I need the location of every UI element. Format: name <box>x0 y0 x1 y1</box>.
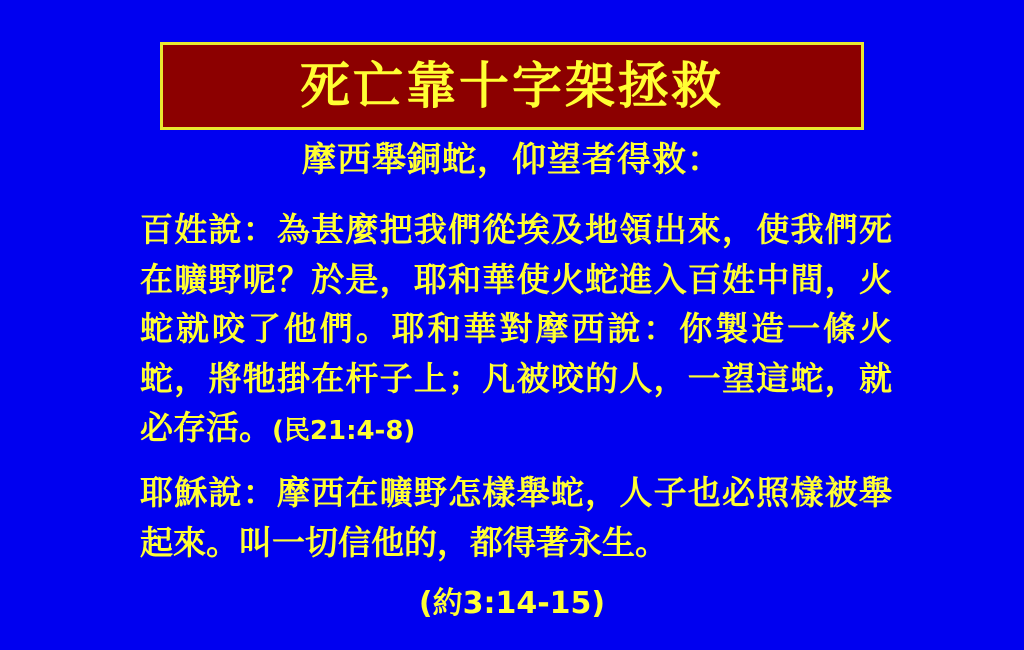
scripture-reference-2: (約3:14-15) <box>418 586 606 621</box>
scripture-paragraph-2 <box>140 468 892 567</box>
page-title: 死亡靠十字架拯救 <box>300 57 724 115</box>
title-banner <box>160 42 864 130</box>
scripture-text-2: 耶穌說：摩西在曠野怎樣舉蛇，人子也必照樣被舉起來。叫一切信他的，都得著永生。 <box>140 473 892 562</box>
slide-subtitle: 摩西舉銅蛇，仰望者得救： <box>302 140 722 180</box>
scripture-reference-1: (民21:4-8) <box>272 416 416 446</box>
scripture-text-1: 百姓說：為甚麼把我們從埃及地領出來，使我們死在曠野呢？於是，耶和華使火蛇進入百姓中間，火蛇就咬了他們。耶和華對摩西說：你製造一條火蛇，將牠掛在杆子上；凡被咬的人，一望這蛇，就必存活。 <box>140 210 892 447</box>
scripture-paragraph-1 <box>140 205 892 453</box>
